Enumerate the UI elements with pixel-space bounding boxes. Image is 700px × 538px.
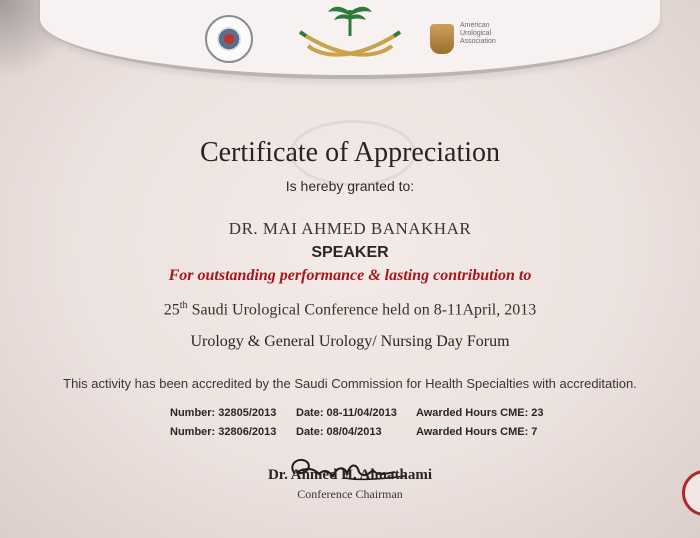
cme-number-2: Number: 32806/2013 bbox=[170, 426, 277, 438]
granted-to-text: Is hereby granted to: bbox=[285, 178, 415, 194]
aua-logo-icon bbox=[430, 24, 454, 54]
conference-line bbox=[0, 300, 700, 319]
cme-date-1: Date: 08-11/04/2013 bbox=[296, 407, 397, 419]
saudi-emblem-icon bbox=[294, 2, 406, 72]
cme-hours-1: Awarded Hours CME: 23 bbox=[416, 407, 544, 419]
recipient-name: DR. MAI AHMED BANAKHAR bbox=[228, 219, 472, 238]
cme-date-2: Date: 08/04/2013 bbox=[296, 426, 382, 438]
accreditation-text: This activity has been accredited by the Saudi Commission for Health Specialties with accreditation. bbox=[63, 376, 637, 391]
tagline: For outstanding performance & lasting contribution to bbox=[168, 267, 532, 284]
society-seal-icon bbox=[205, 15, 253, 63]
recipient-role: SPEAKER bbox=[311, 244, 389, 261]
cme-hours-2: Awarded Hours CME: 7 bbox=[416, 426, 538, 438]
forum-line: Urology & General Urology/ Nursing Day Forum bbox=[190, 333, 510, 350]
aua-logo-text: American Urological Association bbox=[460, 22, 496, 45]
cme-number-1: Number: 32805/2013 bbox=[170, 407, 277, 419]
signatory-title: Conference Chairman bbox=[297, 487, 403, 501]
conference-ordinal-suffix: th bbox=[179, 300, 188, 311]
conference-text: Saudi Urological Conference held on 8-11April, 2013 bbox=[187, 301, 537, 319]
conference-ordinal: 25 bbox=[163, 301, 180, 319]
signatory-name: Dr. Ahmed H. Almathami bbox=[267, 467, 433, 483]
certificate-title: Certificate of Appreciation bbox=[199, 137, 501, 168]
